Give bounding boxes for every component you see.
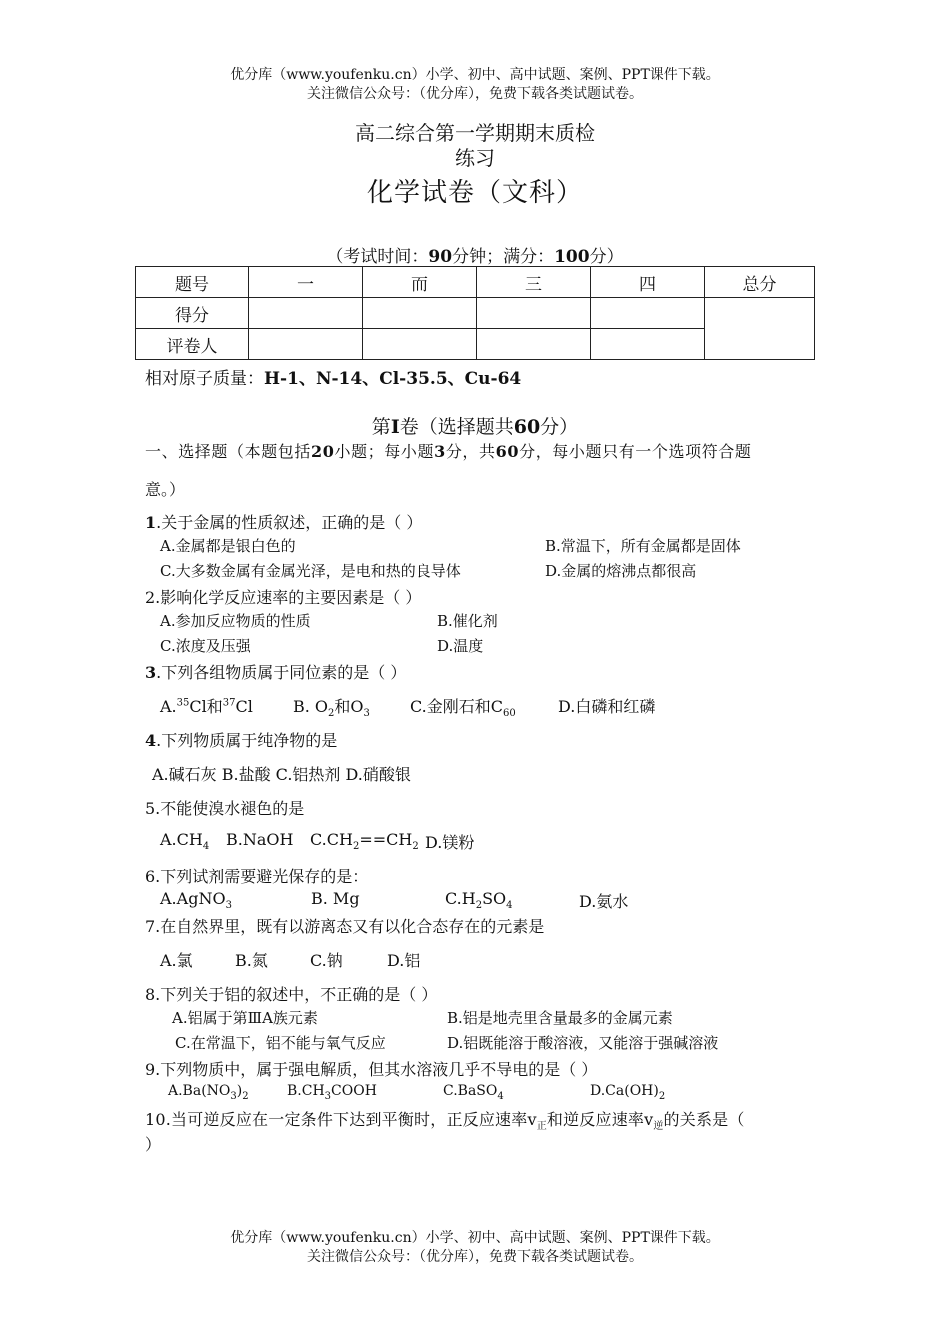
question-4-options[interactable]: A.碱石灰 B.盐酸 C.铝热剂 D.硝酸银 bbox=[152, 765, 411, 784]
question-2-option-d[interactable]: D.温度 bbox=[437, 637, 484, 655]
question-1-stem: 1.关于金属的性质叙述，正确的是（ ） bbox=[145, 513, 423, 532]
question-2-stem: 2.影响化学反应速率的主要因素是（ ） bbox=[145, 588, 422, 607]
question-1-option-d[interactable]: D.金属的熔沸点都很高 bbox=[545, 562, 697, 580]
header-line-2: 关注微信公众号：（优分库），免费下载各类试题试卷。 bbox=[307, 86, 643, 102]
question-4-stem: 4.下列物质属于纯净物的是 bbox=[145, 731, 338, 750]
score-header-cell: 而 bbox=[363, 267, 477, 298]
question-1-option-a[interactable]: A.金属都是银白色的 bbox=[160, 537, 296, 555]
exam-time: 90 bbox=[428, 247, 453, 267]
question-9-option-c[interactable]: C.BaSO$_4$ bbox=[443, 1083, 504, 1102]
atomic-mass-values: H-1、N-14、Cl-35.5、Cu-64 bbox=[264, 369, 522, 389]
exam-main-title: 化学试卷（文科） bbox=[366, 178, 583, 208]
score-table-row bbox=[136, 298, 815, 329]
question-3-option-a[interactable]: A.$^{35}$Cl和$^{37}$Cl bbox=[160, 697, 253, 716]
question-10-stem-cont: ） bbox=[145, 1135, 162, 1154]
question-7-option-c[interactable]: C.钠 bbox=[310, 951, 343, 970]
question-6-option-d[interactable]: D.氨水 bbox=[579, 892, 629, 911]
question-9-option-a[interactable]: $A.Ba(NO_3)_2$ bbox=[168, 1083, 249, 1102]
question-3-option-b[interactable]: B. $O_2$和$O_3$ bbox=[293, 697, 370, 720]
question-1-option-b[interactable]: B.常温下，所有金属都是固体 bbox=[545, 537, 741, 555]
score-header-cell: 三 bbox=[477, 267, 591, 298]
score-row-label: 评卷人 bbox=[136, 329, 249, 360]
atomic-mass-line: 相对原子质量：H-1、N-14、Cl-35.5、Cu-64 bbox=[145, 369, 522, 389]
question-6-option-c[interactable]: $C.H_2SO_4$ bbox=[445, 889, 513, 912]
score-cell[interactable] bbox=[363, 298, 477, 329]
question-6-option-b[interactable]: B. Mg bbox=[311, 889, 360, 908]
question-8-stem: 8.下列关于铝的叙述中，不正确的是（ ） bbox=[145, 985, 438, 1004]
question-2-option-c[interactable]: C.浓度及压强 bbox=[160, 637, 251, 655]
question-6-stem: 6.下列试剂需要避光保存的是： bbox=[145, 867, 369, 886]
question-2-option-a[interactable]: A.参加反应物质的性质 bbox=[160, 612, 311, 630]
section-1-instructions-cont: 意。） bbox=[145, 480, 186, 499]
grader-cell[interactable] bbox=[477, 329, 591, 360]
question-5-option-b[interactable]: B.NaOH bbox=[226, 830, 294, 849]
question-9-option-b[interactable]: $B.CH_3COOH$ bbox=[287, 1083, 377, 1102]
question-3-stem: 3.下列各组物质属于同位素的是（ ） bbox=[145, 663, 407, 682]
question-8-option-a[interactable]: A.铝属于第ⅢA族元素 bbox=[172, 1009, 318, 1027]
exam-title-line-1: 高二综合第一学期期末质检 bbox=[355, 121, 595, 145]
score-header-cell: 四 bbox=[591, 267, 705, 298]
question-8-option-c[interactable]: C.在常温下，铝不能与氧气反应 bbox=[175, 1034, 386, 1052]
question-9-stem: 9.下列物质中，属于强电解质，但其水溶液几乎不导电的是（ ） bbox=[145, 1060, 598, 1079]
exam-full-score: 100 bbox=[554, 247, 590, 267]
footer-line-2: 关注微信公众号：（优分库），免费下载各类试题试卷。 bbox=[307, 1249, 643, 1265]
question-7-option-d[interactable]: D.铝 bbox=[387, 951, 421, 970]
footer-line-1: 优分库（www.youfenku.cn）小学、初中、高中试题、案例、PPT课件下载。 bbox=[230, 1230, 720, 1246]
score-header-cell: 题号 bbox=[136, 267, 249, 298]
grader-cell[interactable] bbox=[363, 329, 477, 360]
score-cell[interactable] bbox=[249, 298, 363, 329]
score-table-header-row bbox=[136, 267, 815, 298]
question-7-option-b[interactable]: B.氮 bbox=[235, 951, 268, 970]
question-5-option-d[interactable]: D.镁粉 bbox=[425, 833, 475, 852]
score-header-cell: 总分 bbox=[705, 267, 815, 298]
question-8-option-d[interactable]: D.铝既能溶于酸溶液，又能溶于强碱溶液 bbox=[447, 1034, 719, 1052]
exam-title-line-2: 练习 bbox=[455, 146, 495, 170]
score-cell[interactable] bbox=[591, 298, 705, 329]
question-8-option-b[interactable]: B.铝是地壳里含量最多的金属元素 bbox=[447, 1009, 673, 1027]
question-10-stem: 10.当可逆反应在一定条件下达到平衡时，正反应速率$v_正$和逆反应速率$v_逆$的关系是（ bbox=[145, 1110, 745, 1133]
question-7-option-a[interactable]: A.氯 bbox=[160, 951, 193, 970]
question-9-option-d[interactable]: $D.Ca(OH)_2$ bbox=[590, 1083, 666, 1102]
question-7-stem: 7.在自然界里，既有以游离态又有以化合态存在的元素是 bbox=[145, 917, 545, 936]
grader-cell[interactable] bbox=[591, 329, 705, 360]
section-1-instructions: 一、选择题（本题包括20小题；每小题3分，共60分，每小题只有一个选项符合题 bbox=[145, 442, 752, 461]
question-3-option-c[interactable]: C.金刚石和$C_{60}$ bbox=[410, 697, 516, 720]
section-1-title: 第I卷（选择题共60分） bbox=[371, 416, 579, 438]
question-5-stem: 5.不能使溴水褪色的是 bbox=[145, 799, 305, 818]
question-3-option-d[interactable]: D.白磷和红磷 bbox=[558, 697, 656, 716]
grader-cell[interactable] bbox=[249, 329, 363, 360]
score-header-cell: 一 bbox=[249, 267, 363, 298]
score-table bbox=[135, 266, 815, 360]
question-2-option-b[interactable]: B.催化剂 bbox=[437, 612, 498, 630]
question-5-option-c[interactable]: $C.CH_2==CH_2$ bbox=[310, 830, 419, 853]
question-6-option-a[interactable]: A.AgNO$_3$ bbox=[160, 889, 232, 912]
header-line-1: 优分库（www.youfenku.cn）小学、初中、高中试题、案例、PPT课件下载。 bbox=[230, 67, 720, 83]
total-score-cell[interactable] bbox=[705, 298, 815, 360]
score-cell[interactable] bbox=[477, 298, 591, 329]
score-row-label: 得分 bbox=[136, 298, 249, 329]
question-5-option-a[interactable]: $A.CH_4$ bbox=[160, 830, 210, 853]
exam-info: （考试时间：90分钟；满分：100分） bbox=[326, 247, 624, 267]
question-1-option-c[interactable]: C.大多数金属有金属光泽，是电和热的良导体 bbox=[160, 562, 461, 580]
